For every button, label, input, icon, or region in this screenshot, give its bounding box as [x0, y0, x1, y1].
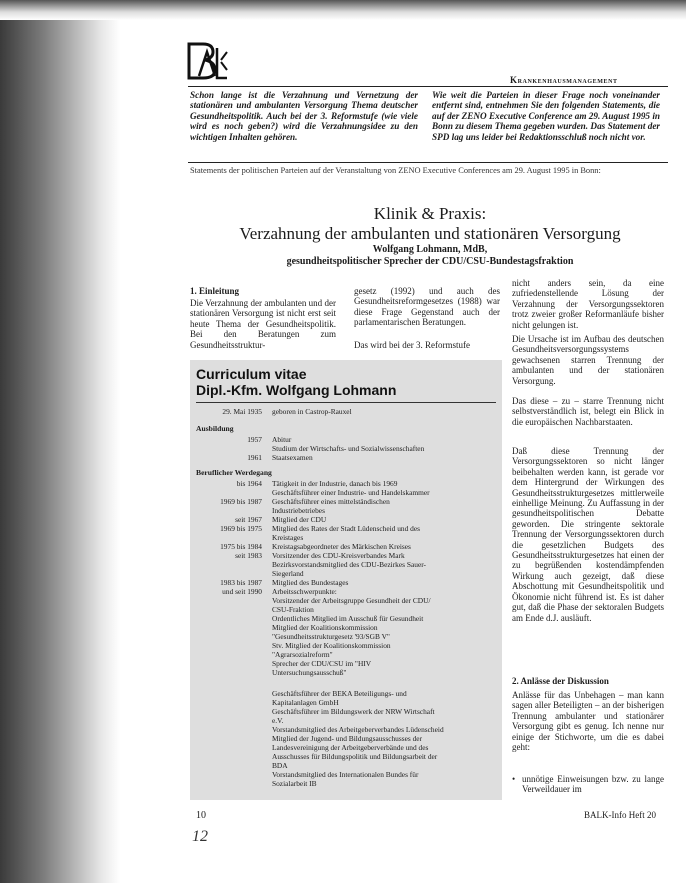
- cv-beruf-text: Kreistages: [272, 533, 304, 542]
- cv-extra-text: e.V.: [272, 716, 284, 725]
- section-1-heading: 1. Einleitung: [190, 286, 240, 296]
- cv-beruf-text: Industriebetriebes: [272, 506, 325, 515]
- cv-beruf-text: Ordentliches Mitglied im Ausschuß für Gesundheit: [272, 614, 424, 623]
- page-number: 10: [196, 810, 206, 821]
- intro-left: Schon lange ist die Verzahnung und Vernetzung der stationären und ambulanten Versorgung Thema deutscher Gesundheitspolitik. Auch bei der 3. Reformstufe (wie viele wird es noch geben?) wird die Verzahnungsidee zu den wichtigen Inhalten gehören.: [190, 90, 418, 142]
- article-title: [190, 204, 670, 244]
- cv-extra-text: Vorstandsmitglied des Arbeitgeberverbandes Lüdenscheid: [272, 725, 444, 734]
- cv-birth-date: 29. Mai 1935: [222, 407, 262, 416]
- cv-title-line-1: Curriculum vitae: [196, 366, 307, 382]
- section-1-col1: Die Verzahnung der ambulanten und der stationären Versorgung ist nicht erst seit heute Thema der Gesundheitspolitik. Bei den Beratungen zum Gesundheitsstruktur-: [190, 298, 336, 350]
- cv-beruf-text: "Agrarsozialreform": [272, 650, 333, 659]
- title-line-2: Verzahnung der ambulanten und stationären Versorgung: [239, 224, 621, 243]
- cv-beruf-date: seit 1983: [235, 551, 262, 560]
- cv-title-line-2: Dipl.-Kfm. Wolfgang Lohmann: [196, 382, 397, 398]
- cv-beruf-text: Bezirksvorstandsmitglied des CDU-Bezirkes Sauer-: [272, 560, 426, 569]
- cv-beruf-text: CSU-Fraktion: [272, 605, 314, 614]
- cv-ausbildung-date: 1957: [247, 435, 262, 444]
- cv-ausbildung-date: 1961: [247, 453, 262, 462]
- cv-ausbildung-heading: Ausbildung: [196, 424, 234, 433]
- author-block: [190, 244, 670, 268]
- cv-beruf-heading: Beruflicher Werdegang: [196, 468, 272, 477]
- cv-beruf-text: Geschäftsführer eines mittelständischen: [272, 497, 390, 506]
- cv-beruf-date: 1969 bis 1975: [220, 524, 262, 533]
- cv-beruf-text: Sprecher der CDU/CSU im "HIV: [272, 659, 372, 668]
- scan-top-shadow: [0, 0, 686, 20]
- cv-beruf-text: "Gesundheitsstrukturgesetz '93/SGB V": [272, 632, 390, 641]
- intro-rule: [188, 162, 668, 163]
- right-col-p1: nicht anders sein, da eine zufriedenstellende Lösung der Verzahnung der Versorgungssektoren trotz zweier großer Reformanläufe bisher nicht gelungen ist.: [512, 278, 664, 330]
- right-col-p2: Die Ursache ist im Aufbau des deutschen Gesundheitsversorgungssystems gewachsenen starren Trennung der ambulanten und der stationären Versorgung.: [512, 334, 664, 386]
- cv-extra-text: Geschäftsführer der BEKA Beteiligungs- und: [272, 689, 407, 698]
- right-col-p4: Daß diese Trennung der Versorgungssektoren so nicht länger beibehalten werden kann, ist gerade vor dem Hintergrund der Wirkungen des Gesundheitsstrukturgesetzes mittlerweile einhellige Meinung. Zu Auffassung in der gesundheitspolitischen Debatte geworden. Die stringente sektorale Trennung der Versorgungssektoren durch die gesetzlichen Budgets des Gesundheitsstrukturgesetzes hat einen der zu begrüßenden kostendämpfenden Wirkung auch gezeigt, daß diese Abschottung mit Gesundheitspolitik und Ökonomie nicht führend ist. Es ist daher gut, daß die Phase der sektoralen Budgets am Ende d.J. ausläuft.: [512, 446, 664, 623]
- cv-extra-text: Vorstandsmitglied des Internationalen Bundes für: [272, 770, 419, 779]
- bullet-marker: •: [512, 774, 516, 784]
- handwritten-note: 12: [192, 828, 208, 845]
- right-col-p5: Anlässe für das Unbehagen – man kann sagen aller Beteiligten – an der bisherigen Trennung ambulanter und stationärer Versorgung gibt es genug. Ich nenne nur einige der Stichworte, um die es dabei geht:: [512, 690, 664, 753]
- journal-name: BALK-Info Heft 20: [584, 810, 656, 820]
- cv-beruf-date: 1983 bis 1987: [220, 578, 262, 587]
- cv-beruf-text: Mitglied der CDU: [272, 515, 327, 524]
- cv-birth-text: geboren in Castrop-Rauxel: [272, 407, 352, 416]
- author-role: gesundheitspolitischer Sprecher der CDU/CSU-Bundestagsfraktion: [286, 256, 574, 267]
- cv-extra-text: Kapitalanlagen GmbH: [272, 698, 339, 707]
- cv-extra-text: Mitglied der Jugend- und Bildungsausschusses der: [272, 734, 423, 743]
- cv-beruf-text: Geschäftsführer einer Industrie- und Handelskammer: [272, 488, 430, 497]
- cv-beruf-text: Tätigkeit in der Industrie, danach bis 1969: [272, 479, 398, 488]
- right-col-p3: Das diese – zu – starre Trennung nicht selbstverständlich ist, belegt ein Blick in die europäischen Nachbarstaaten.: [512, 396, 664, 427]
- cv-beruf-date: und seit 1990: [222, 587, 262, 596]
- cv-beruf-text: Untersuchungsausschuß": [272, 668, 347, 677]
- intro-right: Wie weit die Parteien in dieser Frage noch voneinander entfernt sind, entnehmen Sie den folgenden Statements, die auf der ZENO Executive Conference am 29. August 1995 in Bonn zu diesem Thema gegeben wurden. Das Statement der SPD lag uns leider bei Redaktionsschluß noch nicht vor.: [432, 90, 660, 142]
- title-line-1: Klinik & Praxis:: [373, 204, 487, 223]
- cv-beruf-date: 1969 bis 1987: [220, 497, 262, 506]
- section-2-heading: 2. Anlässe der Diskussion: [512, 676, 609, 686]
- cv-extra-text: BDA: [272, 761, 288, 770]
- section-1-col2b: Das wird bei der 3. Reformstufe: [354, 340, 470, 350]
- cv-title: [196, 366, 396, 398]
- caption: Statements der politischen Parteien auf der Veranstaltung von ZENO Executive Conferences am 29. August 1995 in Bonn:: [190, 166, 601, 175]
- header-rule: [188, 86, 668, 87]
- balk-logo: [185, 38, 229, 82]
- cv-beruf-date: 1975 bis 1984: [220, 542, 262, 551]
- cv-ausbildung-text: Staatsexamen: [272, 453, 313, 462]
- cv-beruf-text: Arbeitsschwerpunkte:: [272, 587, 337, 596]
- cv-beruf-text: Stv. Mitglied der Koalitionskommission: [272, 641, 391, 650]
- cv-beruf-text: Kreistagsabgeordneter des Märkischen Kreises: [272, 542, 411, 551]
- cv-beruf-date: seit 1967: [235, 515, 262, 524]
- cv-extra-text: Ausschusses für Bildungspolitik und Bildungsarbeit der: [272, 752, 438, 761]
- cv-extra-text: Sozialarbeit IB: [272, 779, 317, 788]
- cv-extra-text: Geschäftsführer im Bildungswerk der NRW Wirtschaft: [272, 707, 435, 716]
- cv-title-rule: [196, 402, 496, 403]
- cv-beruf-text: Siegerland: [272, 569, 304, 578]
- cv-beruf-text: Vorsitzender des CDU-Kreisverbandes Mark: [272, 551, 405, 560]
- cv-beruf-text: Mitglied des Bundestages: [272, 578, 349, 587]
- author-name: Wolfgang Lohmann, MdB,: [372, 244, 488, 255]
- right-col-bullet1: unnötige Einweisungen bzw. zu lange Verweildauer im: [522, 774, 664, 795]
- cv-beruf-date: bis 1964: [236, 479, 262, 488]
- section-1-col2: gesetz (1992) und auch des Gesundheitsreformgesetzes (1988) war diese Frage Gegenstand auch der parlamentarischen Beratungen.: [354, 286, 500, 328]
- cv-beruf-text: Mitglied der Koalitionskommission: [272, 623, 378, 632]
- cv-ausbildung-text: Studium der Wirtschafts- und Sozialwissenschaften: [272, 444, 425, 453]
- cv-beruf-text: Mitglied des Rates der Stadt Lüdenscheid und des: [272, 524, 420, 533]
- scan-edge-shadow: [0, 0, 120, 883]
- running-head: Krankenhausmanagement: [510, 75, 618, 85]
- cv-ausbildung-text: Abitur: [272, 435, 292, 444]
- cv-extra-text: Landesvereinigung der Arbeitgeberverbände und des: [272, 743, 429, 752]
- cv-beruf-text: Vorsitzender der Arbeitsgruppe Gesundheit der CDU/: [272, 596, 431, 605]
